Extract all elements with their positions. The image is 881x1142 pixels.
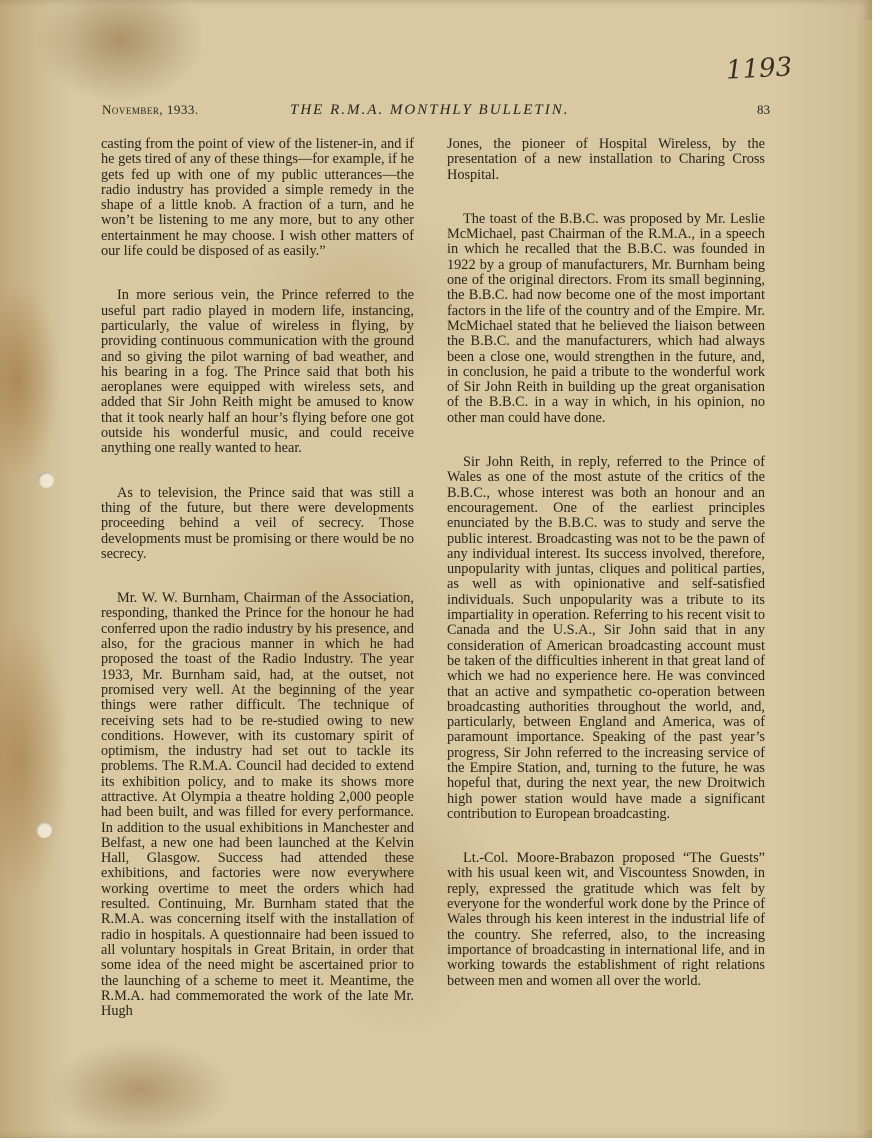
running-header [102,102,770,122]
binding-hole [36,822,52,838]
paragraph: Lt.-Col. Moore-Brabazon proposed “The Guests” with his usual keen wit, and Viscountess Snowden, in reply, expressed the gratitude which was felt by everyone for the wonderful work done by the Prince of Wales through his keen interest in the industrial life of the country. She referred, also, to the increasing importance of broadcasting in international life, and in working towards the establishment of right relations between men and women all over the world. [447,850,765,989]
issue-date: November, 1933. [102,102,199,117]
page-number: 83 [757,102,770,117]
page-edge [858,20,872,1130]
paragraph: casting from the point of view of the listener-in, and if he gets tired of any of these things—for example, if he gets fed up with one of my public utterances—the radio industry has provided a simple remedy in the shape of a little knob. A fraction of a turn, and he won’t be listening to me any more, but to any other entertainment he may choose. I wish other matters of our life could be disposed of as easily.” [101,136,414,260]
publication-title: THE R.M.A. MONTHLY BULLETIN. [290,102,570,118]
paragraph: As to television, the Prince said that was still a thing of the future, but there were developments proceeding behind a veil of secrecy. Those developments must be promising or there would be no secrecy. [101,484,414,562]
paragraph: Mr. W. W. Burnham, Chairman of the Association, responding, thanked the Prince for the honour he had conferred upon the radio industry by his presence, and also, for the gracious manner in which he had proposed the toast of the Radio Industry. The year 1933, Mr. Burnham said, had, at the outset, not promised very well. At the beginning of the year things were rather difficult. The technique of receiving sets had to be re-studied owing to new conditions. However, with its customary spirit of optimism, the industry had set out to tackle its problems. The R.M.A. Council had decided to extend its exhibition policy, and to make its shows more attractive. At Olympia a theatre holding 2,000 people had been built, and was filled for every performance. In addition to the usual exhibitions in Manchester and Belfast, a new one had been launched at the Kelvin Hall, Glasgow. Success had attended these exhibitions, and factories were now everywhere working overtime to meet the orders which had resulted. Continuing, Mr. Burnham stated that the R.M.A. was concerning itself with the installation of radio in hospitals. A questionnaire had been issued to all voluntary hospitals in Great Britain, in order that some idea of the need might be ascertained prior to the launching of a scheme to meet it. Meantime, the R.M.A. had commemorated the work of the late Mr. Hugh [101,590,414,1020]
paragraph: In more serious vein, the Prince referred to the useful part radio played in modern life, instancing, particularly, the value of wireless in flying, by providing continuous communication with the ground and so giving the pilot warning of bad weather, and his bearing in a fog. The Prince said that both his aeroplanes were equipped with wireless sets, and added that Sir John Reith might be amused to know that it took nearly half an hour’s flying before one got outside his wonderful music, and could receive anything one really wanted to hear. [101,287,414,457]
paragraph: Sir John Reith, in reply, referred to the Prince of Wales as one of the most astute of the critics of the B.B.C., whose interest was both an honour and an encouragement. One of the earliest principles enunciated by the B.B.C. was to study and serve the public interest. Broadcasting was not to be the pawn of any individual interest. Its success involved, therefore, unpopularity with juntas, cliques and political parties, as well as with opinionative and self-satisfied individuals. Such unpopularity was a tribute to its impartiality in operation. Referring to his recent visit to Canada and the U.S.A., Sir John said that in any consideration of American broadcasting account must be taken of the difficulties inherent in that great land of which we had no experience here. He was convinced that an active and sympathetic co-operation between broadcasting authorities throughout the world, and, particularly, between England and America, was of paramount importance. Speaking of the past year’s progress, Sir John referred to the increasing service of the Empire Station, and, turning to the future, he was hopeful that, during the next year, the new Droitwich high power station would have made a significant contribution to European broadcasting. [447,454,765,822]
catalog-number: 1193 [725,52,793,86]
binding-hole [38,472,54,488]
paragraph: The toast of the B.B.C. was proposed by Mr. Leslie McMichael, past Chairman of the R.M.A., in a speech in which he recalled that the B.B.C. was founded in 1922 by a group of manufacturers, Mr. Burnham being one of the original directors. From its small beginning, the B.B.C. had now become one of the most important factors in the life of the country and of the Empire. Mr. McMichael stated that he believed the liaison between the B.B.C. and the manufacturers, which had always been a close one, would strengthen in the future, and, in conclusion, he paid a tribute to the wonderful work of Sir John Reith in building up the great organisation of the B.B.C. in a way in which, in his opinion, no other man could have done. [447,210,765,426]
left-column [101,137,414,1048]
right-column [447,137,765,1018]
paragraph: Jones, the pioneer of Hospital Wireless, by the presentation of a new installation to Charing Cross Hospital. [447,136,765,183]
